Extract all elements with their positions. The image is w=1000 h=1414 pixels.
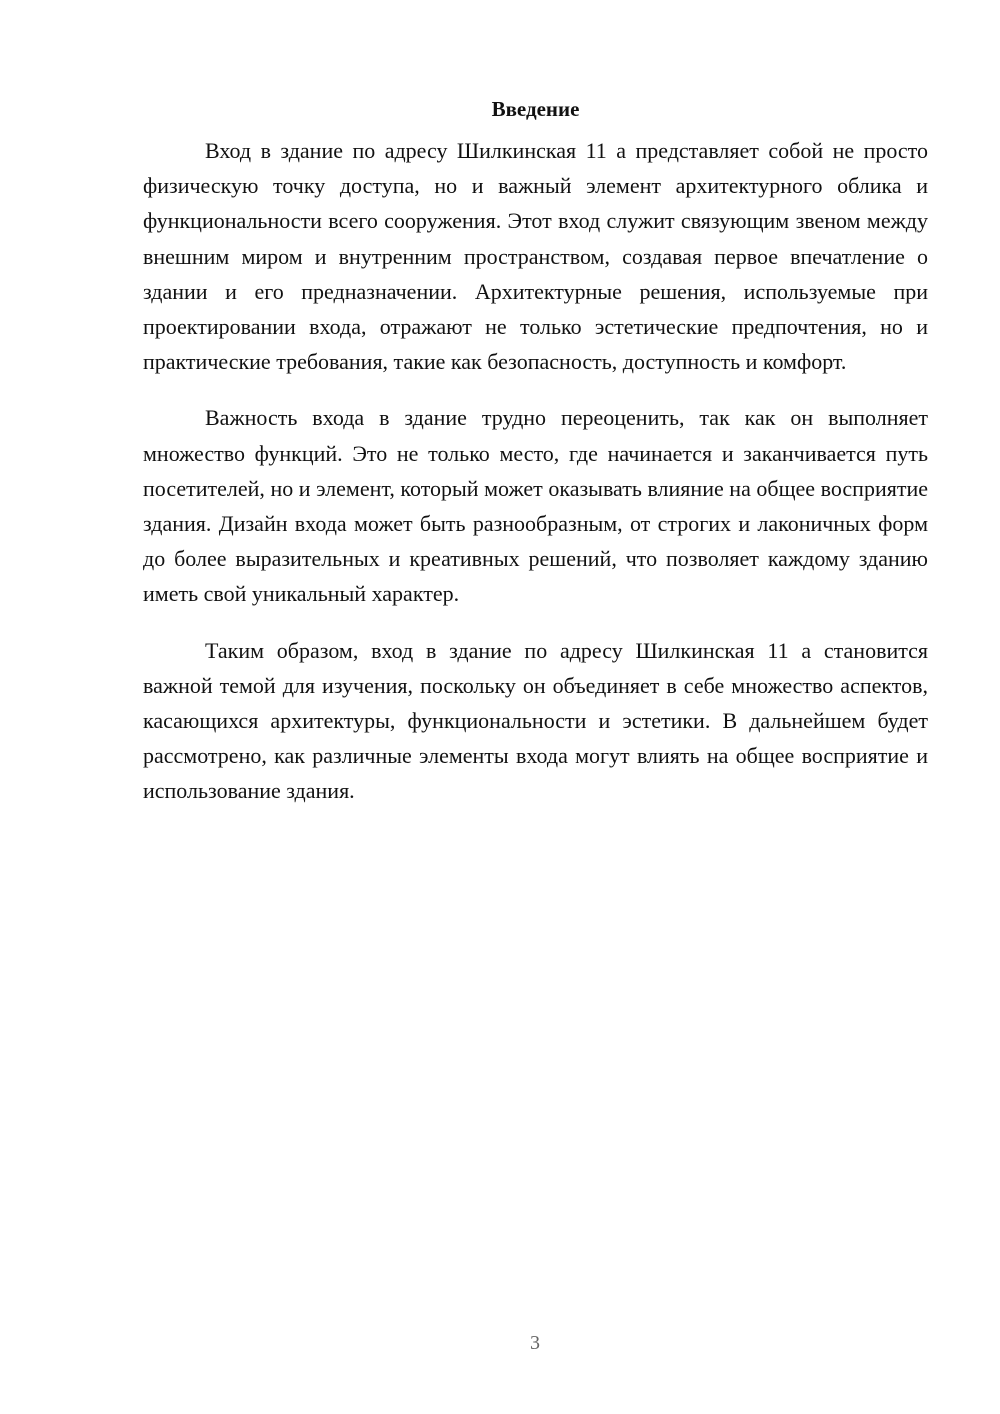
paragraph-1: Вход в здание по адресу Шилкинская 11 а представляет собой не просто физическую точку доступа, но и важный элемент архитектурного облика и функциональности всего сооружения. Этот вход служит связующим звеном между внешним миром и внутренним пространством, создавая первое впечатление о здании и его предназначении. Архитектурные решения, используемые при проектировании входа, отражают не только эстетические предпочтения, но и практические требования, такие как безопасность, доступность и комфорт.: [143, 138, 928, 375]
page-number: 3: [530, 1332, 540, 1354]
section-heading: Введение: [491, 97, 580, 121]
paragraph-3: Таким образом, вход в здание по адресу Шилкинская 11 а становится важной темой для изучения, поскольку он объединяет в себе множество аспектов, касающихся архитектуры, функциональности и эстетики. В дальнейшем будет рассмотрено, как различные элементы входа могут влиять на общее восприятие и использование здания.: [143, 637, 928, 804]
page-content: [143, 92, 928, 830]
paragraph-2: Важность входа в здание трудно переоценить, так как он выполняет множество функций. Это не только место, где начинается и заканчивается путь посетителей, но и элемент, который может оказывать влияние на общее восприятие здания. Дизайн входа может быть разнообразным, от строгих и лаконичных форм до более выразительных и креативных решений, что позволяет каждому зданию иметь свой уникальный характер.: [143, 405, 928, 607]
